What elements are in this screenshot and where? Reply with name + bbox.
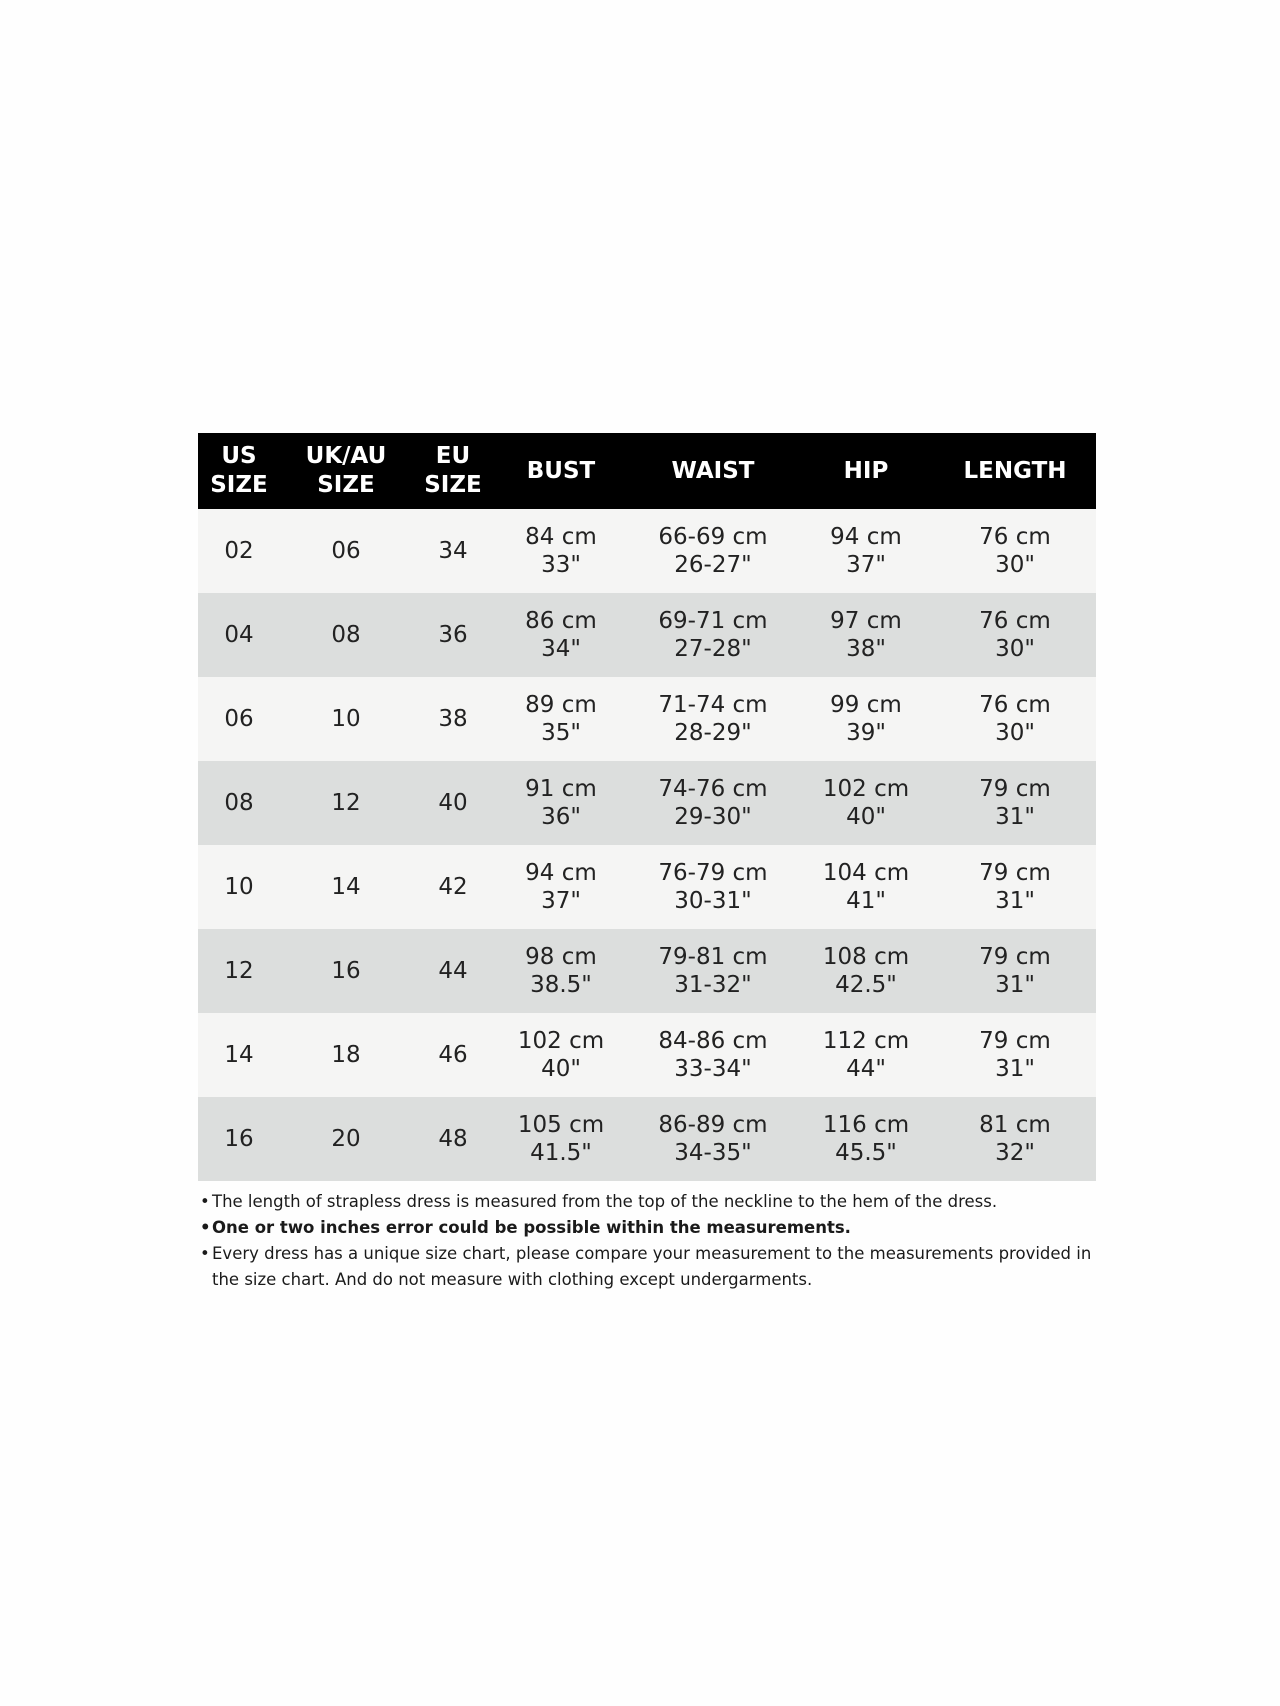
cell-value: 18: [331, 1042, 361, 1068]
header-uk-au-size: [280, 433, 412, 509]
cell-value: 71-74 cm: [658, 692, 768, 718]
cell-value: 76-79 cm: [658, 860, 768, 886]
cell-value: 35": [541, 720, 581, 746]
cell-length: [934, 845, 1096, 929]
cell-hip: [798, 509, 934, 593]
header-bust: [494, 433, 628, 509]
cell-value: 98 cm: [525, 944, 597, 970]
cell-value: 16: [331, 958, 361, 984]
cell-value: 89 cm: [525, 692, 597, 718]
size-chart: [198, 433, 1096, 1181]
cell-value: 34": [541, 636, 581, 662]
cell-value: 66-69 cm: [658, 524, 768, 550]
bullet-icon: •: [200, 1218, 211, 1237]
cell-value: 14: [331, 874, 361, 900]
cell-value: 74-76 cm: [658, 776, 768, 802]
table-row: [198, 761, 1096, 845]
cell-eu-size: [412, 761, 494, 845]
cell-us-size: [198, 845, 280, 929]
cell-bust: [494, 1013, 628, 1097]
note-text: Every dress has a unique size chart, please compare your measurement to the measurements provided in the size chart. And do not measure with clothing except undergarments.: [212, 1244, 1092, 1289]
cell-waist: [628, 1013, 798, 1097]
header-eu-size: [412, 433, 494, 509]
cell-eu-size: [412, 593, 494, 677]
cell-value: 79 cm: [979, 776, 1051, 802]
cell-value: 45.5": [835, 1140, 897, 1166]
cell-eu-size: [412, 929, 494, 1013]
cell-value: 16: [224, 1126, 254, 1152]
cell-value: 38": [846, 636, 886, 662]
note-item: [198, 1241, 1096, 1293]
cell-value: 06: [224, 706, 254, 732]
cell-value: 28-29": [674, 720, 752, 746]
cell-value: 94 cm: [830, 524, 902, 550]
cell-us-size: [198, 677, 280, 761]
bullet-icon: •: [200, 1244, 210, 1263]
cell-value: 14: [224, 1042, 254, 1068]
cell-value: 97 cm: [830, 608, 902, 634]
cell-waist: [628, 929, 798, 1013]
table-row: [198, 1097, 1096, 1181]
cell-value: 79-81 cm: [658, 944, 768, 970]
cell-value: 37": [846, 552, 886, 578]
cell-value: 99 cm: [830, 692, 902, 718]
cell-length: [934, 929, 1096, 1013]
cell-eu-size: [412, 677, 494, 761]
header-label: SIZE: [424, 472, 482, 498]
cell-eu-size: [412, 1097, 494, 1181]
cell-value: 37": [541, 888, 581, 914]
size-notes: [198, 1189, 1096, 1293]
cell-value: 84 cm: [525, 524, 597, 550]
cell-value: 69-71 cm: [658, 608, 768, 634]
cell-value: 40: [438, 790, 468, 816]
cell-value: 31": [995, 1056, 1035, 1082]
cell-uk-au-size: [280, 593, 412, 677]
header-label: UK/AU: [305, 443, 387, 469]
cell-value: 76 cm: [979, 692, 1051, 718]
cell-eu-size: [412, 845, 494, 929]
header-label: WAIST: [671, 457, 755, 484]
cell-value: 36: [438, 622, 468, 648]
cell-value: 20: [331, 1126, 361, 1152]
cell-value: 26-27": [674, 552, 752, 578]
cell-value: 10: [331, 706, 361, 732]
cell-value: 36": [541, 804, 581, 830]
cell-value: 31": [995, 888, 1035, 914]
cell-eu-size: [412, 1013, 494, 1097]
cell-value: 33-34": [674, 1056, 752, 1082]
cell-length: [934, 1013, 1096, 1097]
cell-value: 44: [438, 958, 468, 984]
cell-value: 29-30": [674, 804, 752, 830]
cell-value: 116 cm: [822, 1112, 910, 1138]
cell-value: 30": [995, 636, 1035, 662]
header-label: HIP: [843, 457, 889, 484]
cell-length: [934, 593, 1096, 677]
cell-value: 79 cm: [979, 1028, 1051, 1054]
cell-value: 41.5": [530, 1140, 592, 1166]
table-row: [198, 677, 1096, 761]
header-label: BUST: [526, 457, 596, 484]
cell-waist: [628, 761, 798, 845]
cell-waist: [628, 509, 798, 593]
table-body: [198, 509, 1096, 1181]
cell-value: 32": [995, 1140, 1035, 1166]
cell-us-size: [198, 509, 280, 593]
header-label: US: [221, 443, 257, 469]
cell-value: 27-28": [674, 636, 752, 662]
cell-us-size: [198, 593, 280, 677]
cell-uk-au-size: [280, 761, 412, 845]
cell-bust: [494, 845, 628, 929]
cell-value: 38: [438, 706, 468, 732]
cell-value: 31": [995, 972, 1035, 998]
header-label: LENGTH: [963, 457, 1067, 484]
cell-value: 76 cm: [979, 608, 1051, 634]
cell-uk-au-size: [280, 509, 412, 593]
cell-bust: [494, 1097, 628, 1181]
cell-value: 79 cm: [979, 860, 1051, 886]
cell-value: 46: [438, 1042, 468, 1068]
cell-us-size: [198, 1013, 280, 1097]
cell-value: 104 cm: [822, 860, 910, 886]
table-row: [198, 929, 1096, 1013]
cell-hip: [798, 929, 934, 1013]
note-text: The length of strapless dress is measured from the top of the neckline to the hem of the dress.: [212, 1192, 998, 1211]
cell-value: 81 cm: [979, 1112, 1051, 1138]
cell-uk-au-size: [280, 929, 412, 1013]
cell-us-size: [198, 929, 280, 1013]
cell-value: 08: [224, 790, 254, 816]
cell-value: 40": [846, 804, 886, 830]
cell-waist: [628, 593, 798, 677]
header-label: SIZE: [210, 472, 268, 498]
cell-bust: [494, 677, 628, 761]
cell-value: 31": [995, 804, 1035, 830]
header-waist: [628, 433, 798, 509]
cell-value: 40": [541, 1056, 581, 1082]
cell-value: 30": [995, 720, 1035, 746]
cell-eu-size: [412, 509, 494, 593]
cell-value: 30": [995, 552, 1035, 578]
cell-value: 108 cm: [822, 944, 910, 970]
cell-value: 12: [224, 958, 254, 984]
table-row: [198, 509, 1096, 593]
cell-value: 10: [224, 874, 254, 900]
cell-value: 31-32": [674, 972, 752, 998]
cell-value: 38.5": [530, 972, 592, 998]
header-us-size: [198, 433, 280, 509]
cell-value: 91 cm: [525, 776, 597, 802]
table-header: [198, 433, 1096, 509]
cell-waist: [628, 845, 798, 929]
cell-length: [934, 677, 1096, 761]
cell-bust: [494, 929, 628, 1013]
cell-value: 42: [438, 874, 468, 900]
cell-hip: [798, 593, 934, 677]
header-label: SIZE: [317, 472, 375, 498]
cell-hip: [798, 677, 934, 761]
cell-value: 84-86 cm: [658, 1028, 768, 1054]
table-row: [198, 1013, 1096, 1097]
cell-waist: [628, 677, 798, 761]
cell-uk-au-size: [280, 845, 412, 929]
note-text: One or two inches error could be possible within the measurements.: [212, 1218, 851, 1237]
cell-value: 76 cm: [979, 524, 1051, 550]
cell-value: 94 cm: [525, 860, 597, 886]
cell-uk-au-size: [280, 677, 412, 761]
cell-value: 34: [438, 538, 468, 564]
size-chart-table: [198, 433, 1096, 1181]
cell-value: 86 cm: [525, 608, 597, 634]
cell-value: 12: [331, 790, 361, 816]
note-item: [198, 1189, 1096, 1215]
cell-value: 42.5": [835, 972, 897, 998]
cell-length: [934, 761, 1096, 845]
cell-hip: [798, 1013, 934, 1097]
cell-uk-au-size: [280, 1013, 412, 1097]
cell-value: 44": [846, 1056, 886, 1082]
header-row: [198, 433, 1096, 509]
header-length: [934, 433, 1096, 509]
header-hip: [798, 433, 934, 509]
cell-hip: [798, 845, 934, 929]
cell-value: 08: [331, 622, 361, 648]
cell-hip: [798, 1097, 934, 1181]
cell-value: 06: [331, 538, 361, 564]
cell-value: 112 cm: [822, 1028, 910, 1054]
cell-us-size: [198, 1097, 280, 1181]
cell-value: 105 cm: [517, 1112, 605, 1138]
cell-us-size: [198, 761, 280, 845]
cell-waist: [628, 1097, 798, 1181]
cell-length: [934, 1097, 1096, 1181]
cell-value: 86-89 cm: [658, 1112, 768, 1138]
cell-value: 02: [224, 538, 254, 564]
cell-value: 34-35": [674, 1140, 752, 1166]
cell-hip: [798, 761, 934, 845]
cell-uk-au-size: [280, 1097, 412, 1181]
cell-value: 79 cm: [979, 944, 1051, 970]
cell-bust: [494, 761, 628, 845]
bullet-icon: •: [200, 1192, 210, 1211]
table-row: [198, 593, 1096, 677]
cell-bust: [494, 509, 628, 593]
cell-value: 30-31": [674, 888, 752, 914]
cell-length: [934, 509, 1096, 593]
header-label: EU: [435, 443, 471, 469]
note-item: [198, 1215, 1096, 1241]
cell-value: 04: [224, 622, 254, 648]
table-row: [198, 845, 1096, 929]
cell-value: 33": [541, 552, 581, 578]
cell-value: 39": [846, 720, 886, 746]
cell-value: 102 cm: [822, 776, 910, 802]
cell-value: 41": [846, 888, 886, 914]
cell-value: 48: [438, 1126, 468, 1152]
cell-value: 102 cm: [517, 1028, 605, 1054]
cell-bust: [494, 593, 628, 677]
